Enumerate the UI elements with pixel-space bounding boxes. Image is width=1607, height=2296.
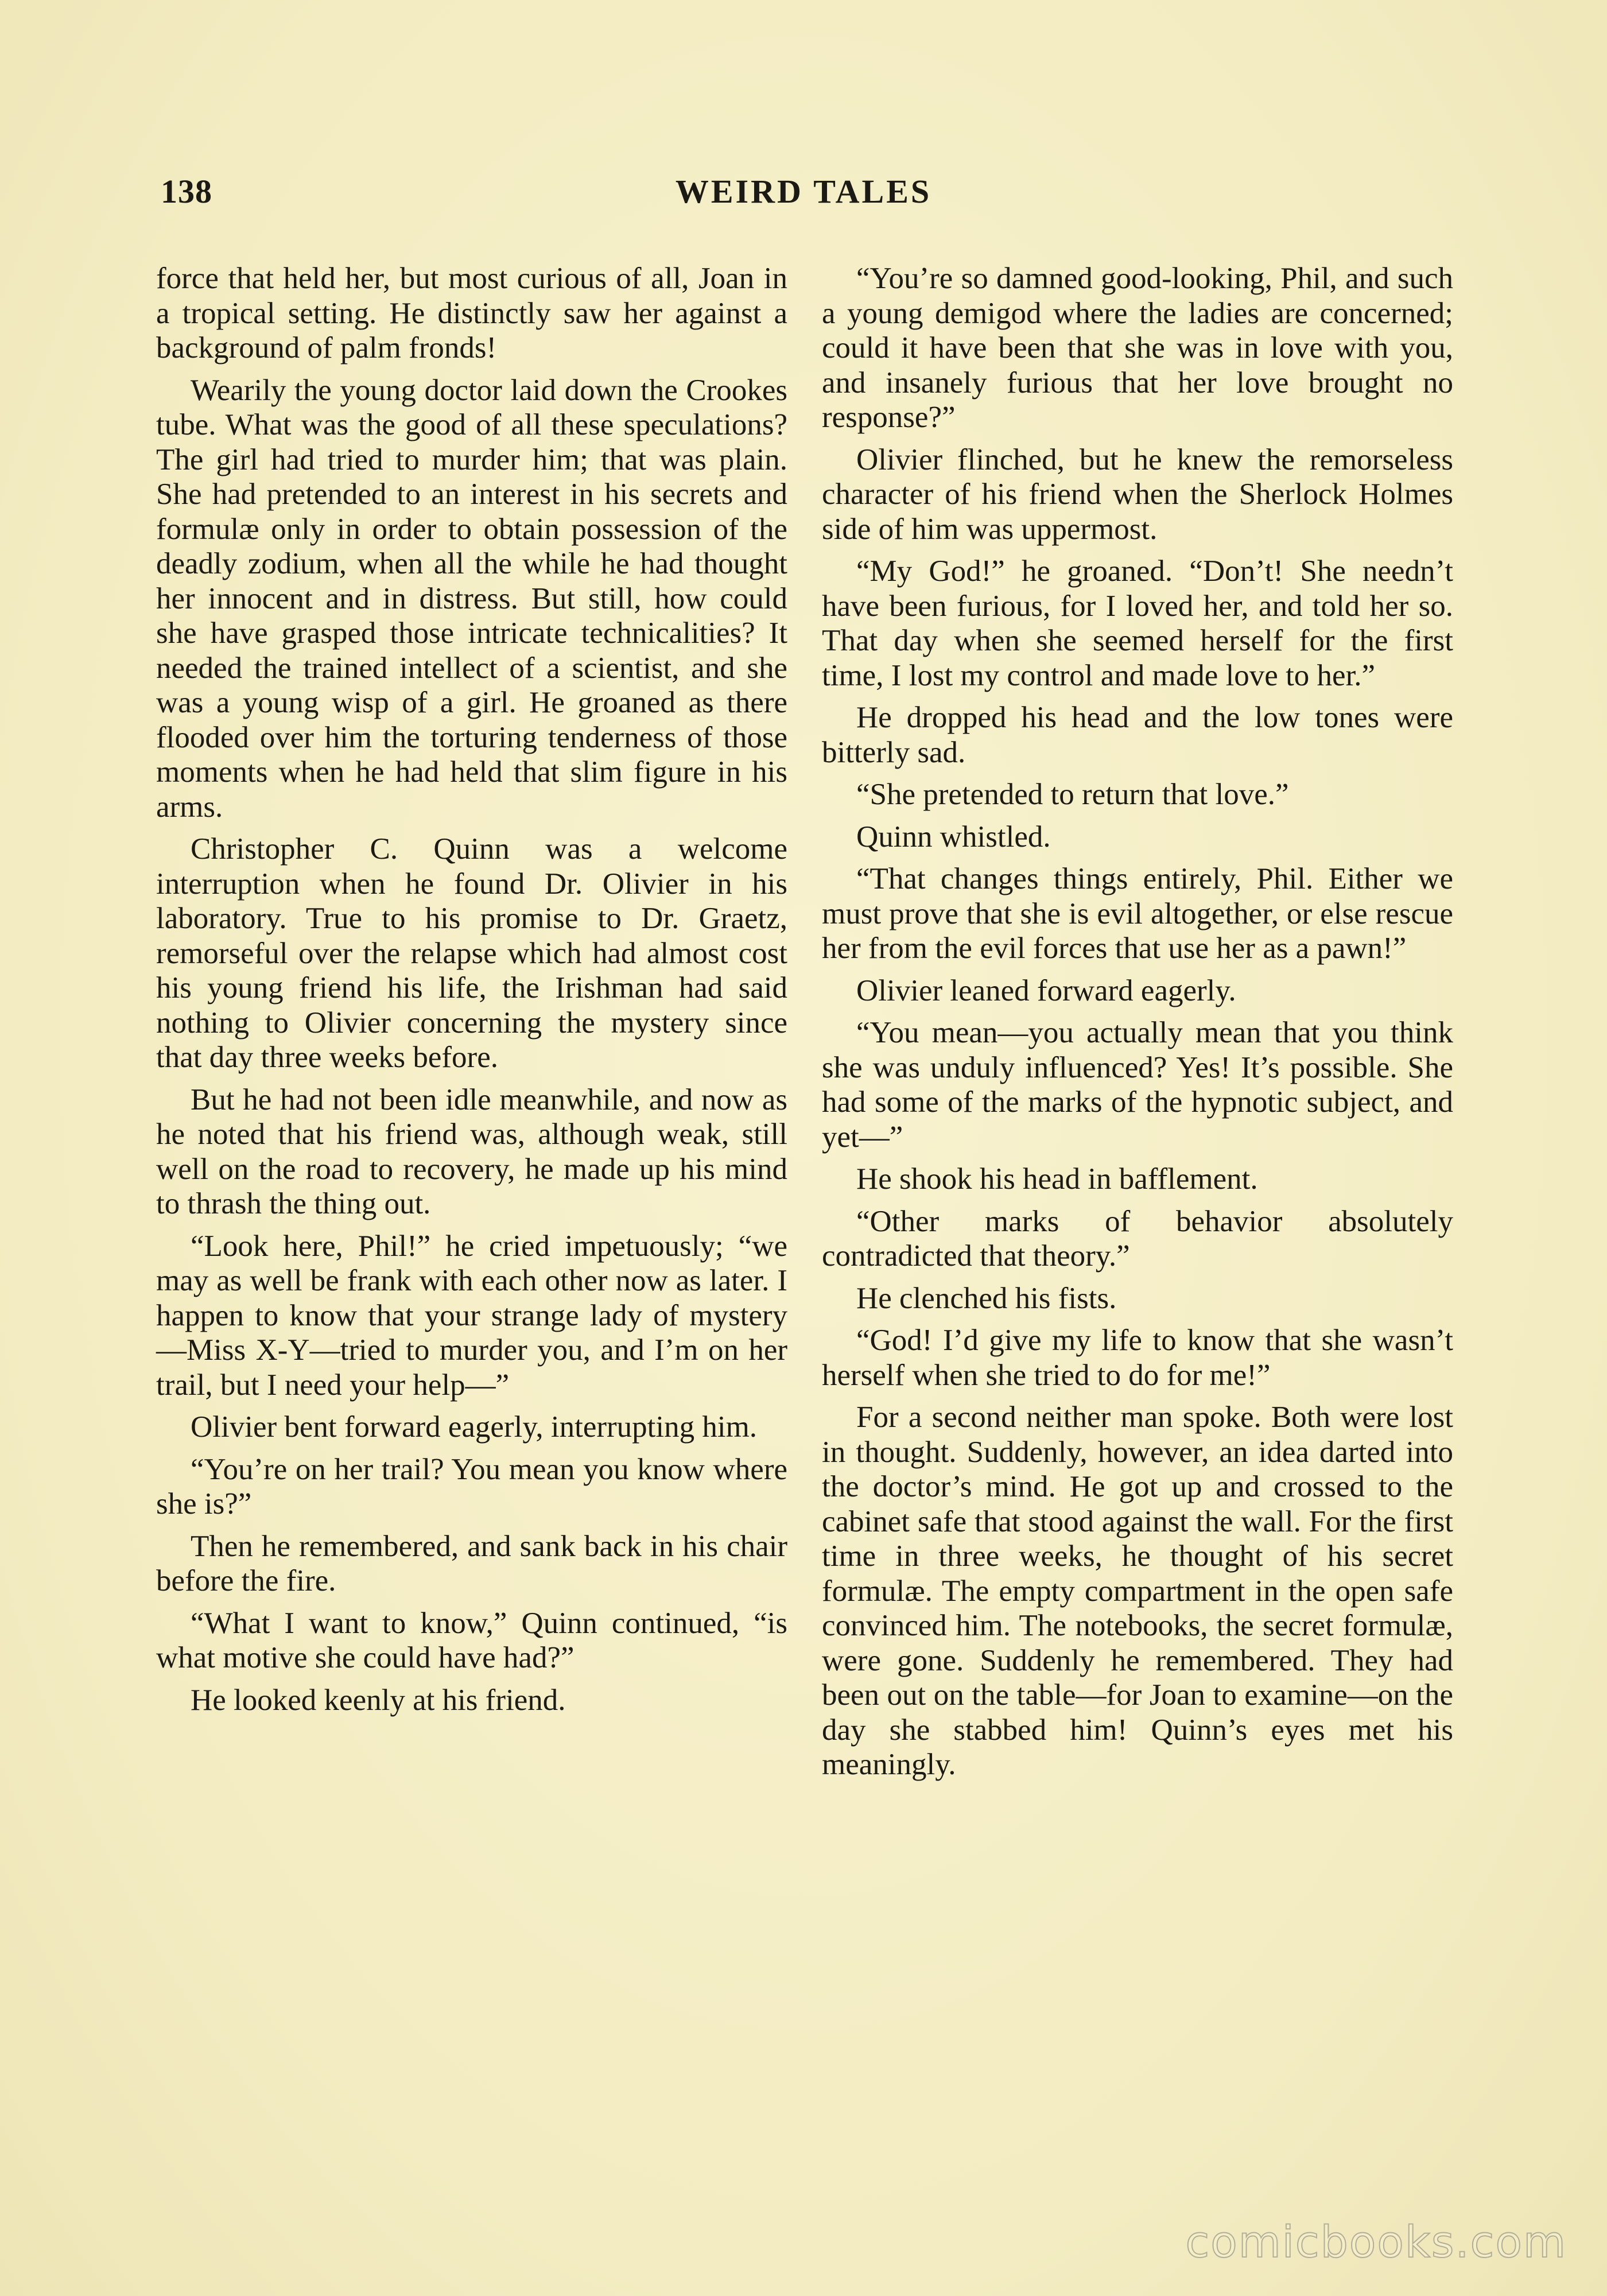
left-column (156, 261, 787, 1725)
paragraph: “That changes things entirely, Phil. Either we must prove that she is evil altogether, or else rescue her from the evil forces that use her as a pawn!” (822, 862, 1453, 965)
paragraph: He looked keenly at his friend. (191, 1683, 566, 1717)
paragraph: He shook his head in bafflement. (856, 1162, 1258, 1196)
right-column (822, 261, 1453, 1790)
running-head: WEIRD TALES (675, 173, 932, 210)
paragraph: “My God!” he groaned. “Don’t! She needn’t have been furious, for I loved her, and told her so. That day when she seemed herself for the first time, I lost my control and made love to her.” (822, 554, 1453, 692)
paragraph: For a second neither man spoke. Both were lost in thought. Suddenly, however, an idea darted into the doctor’s mind. He got up and crossed to the cabinet safe that stood against the wall. For the first time in three weeks, he thought of his secret formulæ. The empty compartment in the open safe convinced him. The notebooks, the secret formulæ, were gone. Suddenly he remembered. They had been out on the table—for Joan to examine—on the day she stabbed him! Quinn’s eyes met his meaningly. (822, 1401, 1453, 1781)
page-number: 138 (161, 173, 212, 210)
paragraph: Quinn whistled. (856, 820, 1051, 854)
paragraph: He clenched his fists. (856, 1281, 1117, 1315)
paragraph: Christopher C. Quinn was a welcome interruption when he found Dr. Olivier in his laboratory. True to his promise to Dr. Graetz, remorseful over the relapse which had almost cost his young friend his life, the Irishman had said nothing to Olivier concerning the mystery since that day three weeks before. (156, 832, 787, 1074)
paragraph: “What I want to know,” Quinn continued, “is what motive she could have had?” (156, 1606, 787, 1674)
paragraph: “Look here, Phil!” he cried impetuously; “we may as well be frank with each other now as later. I happen to know that your strange lady of mystery—Miss X-Y—tried to murder you, and I’m on her trail, but I need your help—” (156, 1229, 787, 1402)
paragraph: Olivier flinched, but he knew the remorseless character of his friend when the Sherlock Holmes side of him was uppermost. (822, 443, 1453, 546)
paragraph: “God! I’d give my life to know that she wasn’t herself when she tried to do for me!” (822, 1324, 1453, 1392)
paragraph: “She pretended to return that love.” (856, 778, 1289, 811)
watermark: comicbooks.com (1185, 2216, 1567, 2267)
paragraph: Olivier leaned forward eagerly. (856, 974, 1236, 1007)
paragraph: “You’re on her trail? You mean you know where she is?” (156, 1452, 787, 1521)
paragraph: Then he remembered, and sank back in his chair before the fire. (156, 1529, 787, 1597)
paragraph: “You mean—you actually mean that you think she was unduly influenced? Yes! It’s possible. She had some of the marks of the hypnotic subject, and yet—” (822, 1016, 1453, 1154)
paragraph: Wearily the young doctor laid down the Crookes tube. What was the good of all these speculations? The girl had tried to murder him; that was plain. She had pretended to an interest in his secrets and formulæ only in order to obtain possession of the deadly zodium, when all the while he had thought her innocent and in distress. But still, how could she have grasped those intricate technicalities? It needed the trained intellect of a scientist, and she was a young wisp of a girl. He groaned as there flooded over him the torturing tenderness of those moments when he had held that slim figure in his arms. (156, 373, 787, 824)
paragraph: “Other marks of behavior absolutely contradicted that theory.” (822, 1204, 1453, 1273)
paragraph: “You’re so damned good-looking, Phil, and such a young demigod where the ladies are concerned; could it have been that she was in love with you, and insanely furious that her love brought no response?” (822, 262, 1453, 434)
paragraph: force that held her, but most curious of all, Joan in a tropical setting. He distinctly saw her against a background of palm fronds! (156, 262, 787, 364)
paragraph: Olivier bent forward eagerly, interrupting him. (191, 1410, 758, 1444)
paragraph: He dropped his head and the low tones were bitterly sad. (822, 701, 1453, 769)
paragraph: But he had not been idle meanwhile, and now as he noted that his friend was, although weak, still well on the road to recovery, he made up his mind to thrash the thing out. (156, 1083, 787, 1220)
